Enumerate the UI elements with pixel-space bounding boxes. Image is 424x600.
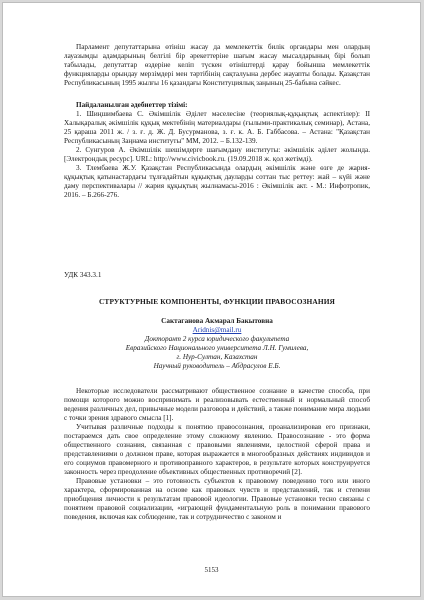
author-email-link[interactable]: Aridnis@mail.ru bbox=[192, 326, 242, 334]
article-body bbox=[64, 387, 370, 522]
body-paragraph: Учитывая различные подходы к понятию правосознания, проанализировав его признаки, постараемся дать свое определение этому сложному явлению. Правосознание - это форма общественного сознания, связанная с правовыми явлениями, целостной сферой права и представлениями о должном праве, которая выражается в многообразных действиях индивидов и его социумов правомерного и противоправного характеров, в результате которых конструируется законность через преодоление объективных общественных противоречий [2]. bbox=[64, 423, 370, 476]
author-name: Сактаганова Акмарал Бакытовна bbox=[161, 317, 273, 325]
body-paragraph: Некоторые исследователи рассматривают общественное сознание в качестве способа, при помощи которого можно воспринимать и реализовывать естественный и нормальный способ ведения различных дел, привычные модели разговора и действий, а также понимание мира людьми с точки зрения здравого смысла [1]. bbox=[64, 387, 370, 422]
author-affiliation-line: Евразийского Национального университета Л.Н. Гумилева, bbox=[125, 344, 309, 352]
intro-paragraph: Парламент депутаттарына өтініш жасау да мемлекеттік билік органдары мен олардың лауазымды адамдарының белгілі бір әрекеттеріне шағым жасау мысалдарының бірі болып табылады, депутаттар өздеріне келіп түскен өтініштерді қарау бойынша мемлекеттік функцияларды орындау мерзімдері мен тәртібінің сақталуына дербес жауапты болады. Қазақстан Республикасының 1995 жылғы 16 қазандағы Конституциялық заңының 25-бабына сәйкес. bbox=[64, 43, 370, 87]
page-number: 5153 bbox=[204, 566, 219, 574]
reference-item: 3. Тлембаева Ж.У. Қазақстан Республикасында олардың әкімшілік және өзге де жария-құқықтық қатынастардағы тұлғадайтын құқықтық дауларды соттан тыс реттеу: жай – күйі және даму перспективалары // жария құқықтың жылнамасы-2016 : Әкімшілік акт. - М.: Инфотропик, 2016. – Б.266-276. bbox=[64, 164, 370, 199]
document-page bbox=[2, 2, 421, 597]
author-affiliation-line: г. Нур-Султан, Казахстан bbox=[176, 353, 258, 361]
udk-text: УДК 343.3.1 bbox=[64, 271, 102, 279]
udk-code bbox=[64, 271, 370, 280]
intro-section bbox=[64, 43, 370, 88]
references-title: Пайдаланылған әдебиеттер тізімі: bbox=[76, 101, 188, 109]
reference-item: 1. Шиңшимбаева С. Әкімшілік Әділет мәселесіне (теориялық-құқықтық аспектілер): II Халықаралық әкімшілік құқық мектебінің материалдары (ғылыми-практикалық семинар), Астана, 25 қараша 2011 ж. / з. ғ. д. Ж. Д. Бусурманова, з. ғ. к. А. Б. Габбасова. – Астана: "Қазақстан Республикасының Заңнама институты" ММ, 2012. – Б.132-139. bbox=[64, 110, 370, 145]
author-supervisor: Научный руководитель – Абдрасулов Е.Б. bbox=[153, 362, 281, 370]
author-block bbox=[64, 317, 370, 371]
body-paragraph: Правовые установки – это готовность субъектов к правовому поведению того или иного характера, сформированная на основе как правовых чувств и представлений, так и степени приобщения личности к результатам правовой идеологии. Правовые установки тесно связаны с понятием правовой социализации, «играющей фундаментальную роль в понимании правового поведения, включая как соблюдение, так и сотрудничество с законом и bbox=[64, 477, 370, 521]
author-affiliation-line: Докторант 2 курса юридического факультета bbox=[144, 335, 290, 343]
reference-item: 2. Сунгуров А. Әкімшілік шешімдерге шағымдану институты: әкімшілік әділет жолында. [Электрондық ресурс]. URL: http://www.civicbook.ru. (19.09.2018 ж. қол жетімді). bbox=[64, 146, 370, 163]
article-title: СТРУКТУРНЫЕ КОМПОНЕНТЫ, ФУНКЦИИ ПРАВОСОЗНАНИЯ bbox=[99, 297, 335, 306]
references-section bbox=[64, 101, 370, 200]
